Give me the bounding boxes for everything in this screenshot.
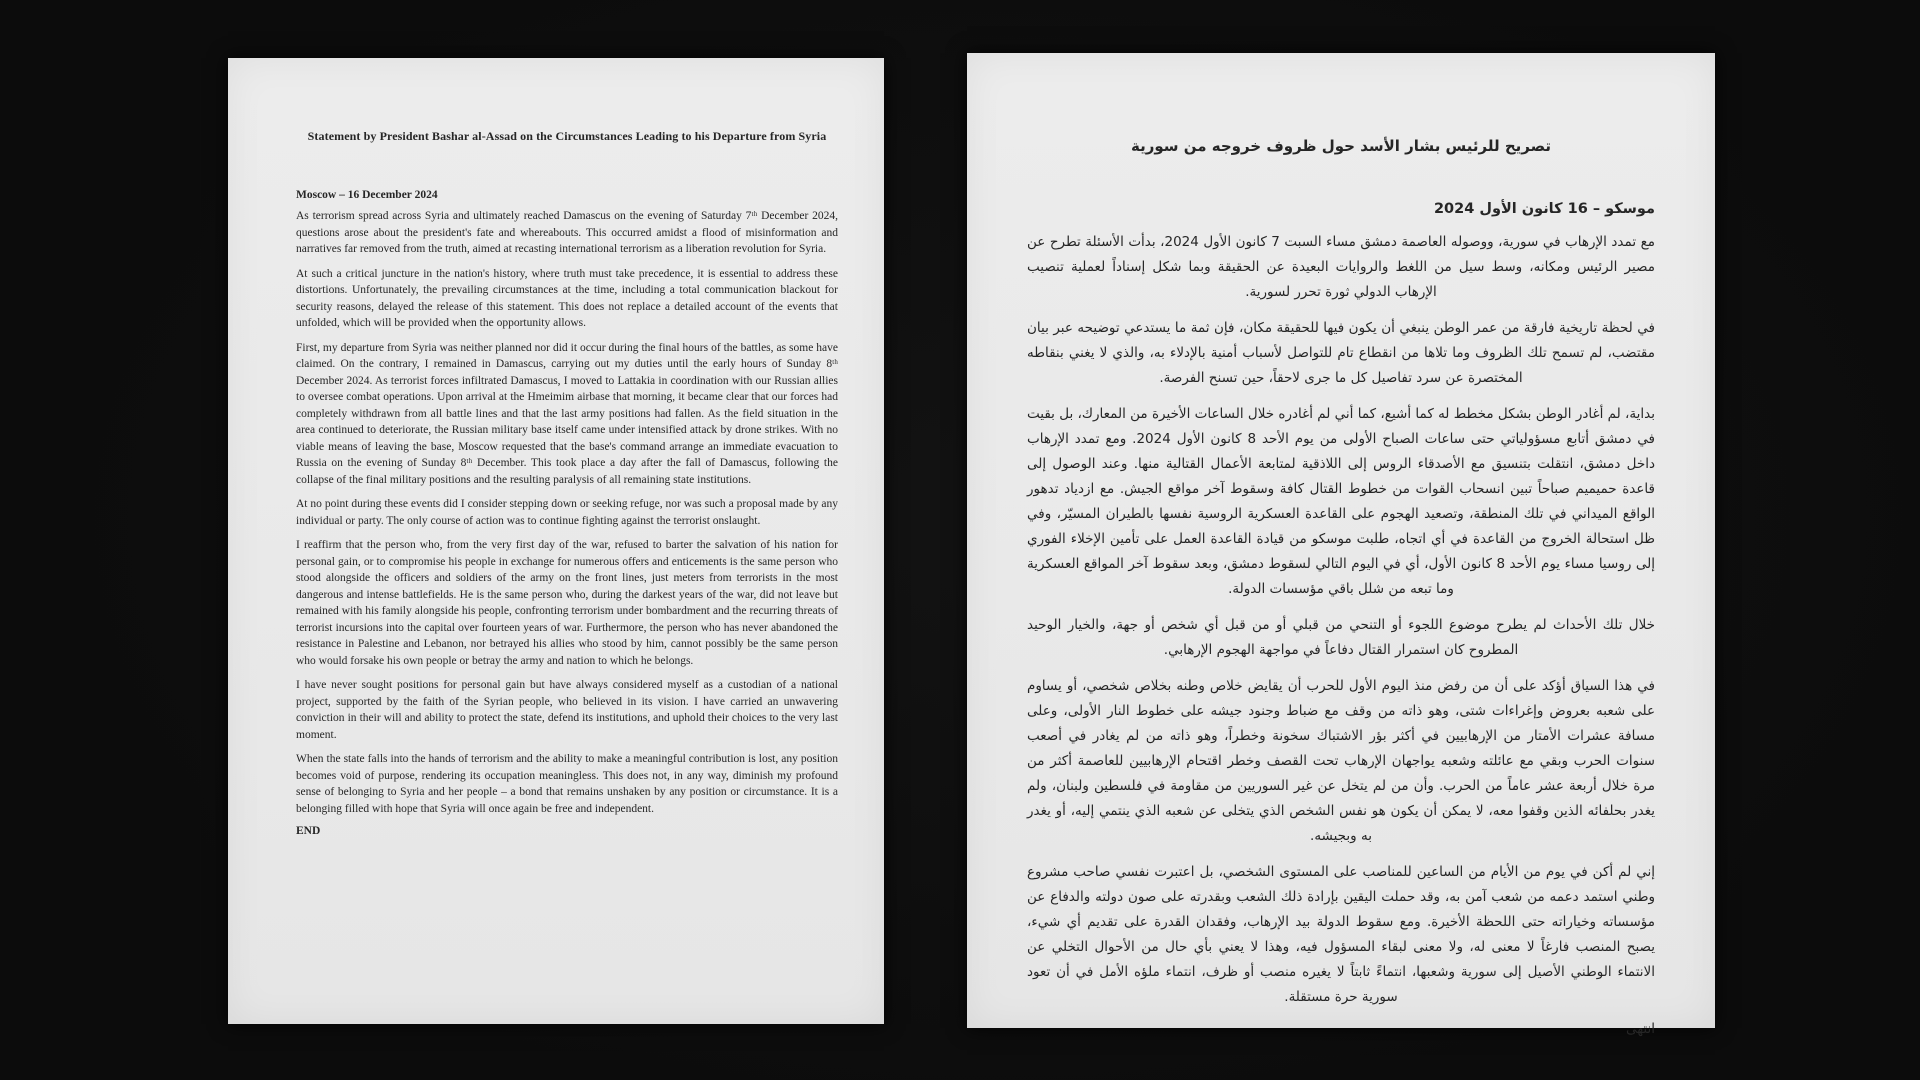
- paragraph: At no point during these events did I consider stepping down or seeking refuge, nor was such a proposal made by any individual or party. The only course of action was to continue fighting against the terrorist onslaught.: [296, 498, 838, 527]
- end-marker: END: [296, 825, 321, 837]
- paragraph: خلال تلك الأحداث لم يطرح موضوع اللجوء أو التنحي من قبلي أو من قبل أي شخص أو جهة، والخيار الوحيد المطروح كان استمرار القتال دفاعاً في مواجهة الهجوم الإرهابي.: [1027, 617, 1655, 658]
- page-title: تصريح للرئيس بشار الأسد حول ظروف خروجه من سورية: [1130, 137, 1551, 155]
- paragraph: I reaffirm that the person who, from the very first day of the war, refused to barter the salvation of his nation for personal gain, or to compromise his people in exchange for numerous offers and enticements is the same person who stood alongside the officers and soldiers of the army on the front lines, just meters from terrorists in the most dangerous and intense battlefields. He is the same person who, during the darkest years of the war, did not leave but remained with his family alongside his people, confronting terrorism under bombardment and the recurring threats of terrorist incursions into the capital over fourteen years of war. Furthermore, the person who has never abandoned the resistance in Palestine and Lebanon, nor betrayed his allies who stood by him, cannot possibly be the same person who would forsake his own people or betray the army and nation to which he belongs.: [296, 539, 838, 667]
- paragraph: First, my departure from Syria was neither planned nor did it occur during the final hours of the battles, as some have claimed. On the contrary, I remained in Damascus, carrying out my duties until the early hours of Sunday 8ᵗʰ December 2024. As terrorist forces infiltrated Damascus, I moved to Lattakia in coordination with our Russian allies to oversee combat operations. Upon arrival at the Hmeimim airbase that morning, it became clear that our forces had completely withdrawn from all battle lines and that the last army positions had fallen. As the field situation in the area continued to deteriorate, the Russian military base itself came under intensified attack by drone strikes. With no viable means of leaving the base, Moscow requested that the base's command arrange an immediate evacuation to Russia on the evening of Sunday 8ᵗʰ December. This took place a day after the fall of Damascus, following the collapse of the final military positions and the resulting paralysis of all remaining state institutions.: [296, 341, 838, 486]
- document-page-english: [228, 58, 884, 1024]
- paragraph: إني لم أكن في يوم من الأيام من الساعين للمناصب على المستوى الشخصي، بل اعتبرت نفسي صاحب مشروع وطني استمد دعمه من شعب آمن به، وقد حملت اليقين بإرادة ذلك الشعب وبقدرته على صون دولته والدفاع عن مؤسساته وخياراته حتى اللحظة الأخيرة. ومع سقوط الدولة بيد الإرهاب، وفقدان القدرة على تقديم أي شيء، يصبح المنصب فارغاً لا معنى له، ولا معنى لبقاء المسؤول فيه، وهذا لا يعني بأي حال من الأحوال التخلي عن الانتماء الوطني الأصيل إلى سورية وشعبها، انتماءً ثابتاً لا يغيره منصب أو ظرف، انتماء ملؤه الأمل في أن تعود سورية حرة مستقلة.: [1027, 864, 1655, 1005]
- paragraph: في لحظة تاريخية فارقة من عمر الوطن ينبغي أن يكون فيها للحقيقة مكان، فإن ثمة ما يستدعي توضيحه عبر بيان مقتضب، لم تسمح تلك الظروف وما تلاها من انقطاع تام للتواصل لأسباب أمنية بالإدلاء به، والذي لا يغني بنقاطه المختصرة عن سرد تفاصيل كل ما جرى لاحقاً، حين تسنح الفرصة.: [1027, 320, 1655, 386]
- document-body: [1027, 230, 1655, 1010]
- end-marker: انتهى: [1625, 1021, 1655, 1037]
- dateline: موسكو – 16 كانون الأول 2024: [1433, 201, 1655, 217]
- paragraph: I have never sought positions for personal gain but have always considered myself as a custodian of a national project, supported by the faith of the Syrian people, who believed in its vision. I have carried an unwavering conviction in their will and ability to protect the state, defend its institutions, and uphold their choices to the very last moment.: [296, 679, 838, 741]
- paragraph: مع تمدد الإرهاب في سورية، ووصوله العاصمة دمشق مساء السبت 7 كانون الأول 2024، بدأت الأسئلة تطرح عن مصير الرئيس ومكانه، وسط سيل من اللغط والروايات البعيدة عن الحقيقة وبما شكل إسناداً لعملية تنصيب الإرهاب الدولي ثورة تحرر لسورية.: [1027, 234, 1655, 300]
- document-page-arabic: [967, 53, 1715, 1037]
- page-title: Statement by President Bashar al-Assad on the Circumstances Leading to his Departure from Syria: [307, 129, 827, 143]
- paragraph: بداية، لم أغادر الوطن بشكل مخطط له كما أشيع، كما أني لم أغادره خلال الساعات الأخيرة من المعارك، بل بقيت في دمشق أتابع مسؤولياتي حتى ساعات الصباح الأولى من يوم الأحد 8 كانون الأول 2024. ومع تمدد الإرهاب داخل دمشق، انتقلت بتنسيق مع الأصدقاء الروس إلى اللاذقية لمتابعة الأعمال القتالية منها. وعند الوصول إلى قاعدة حميميم صباحاً تبين انسحاب القوات من خطوط القتال كافة وسقوط آخر مواقع الجيش. مع ازدياد تدهور الواقع الميداني في تلك المنطقة، وتصعيد الهجوم على القاعدة العسكرية الروسية نفسها بالطيران المسيّر، وفي ظل استحالة الخروج من القاعدة في أي اتجاه، طلبت موسكو من قيادة القاعدة العمل على تأمين الإخلاء الفوري إلى روسيا مساء يوم الأحد 8 كانون الأول، أي في اليوم التالي لسقوط دمشق، وبعد سقوط آخر المواقع العسكرية وما تبعه من شلل باقي مؤسسات الدولة.: [1027, 406, 1655, 597]
- paragraph: في هذا السياق أؤكد على أن من رفض منذ اليوم الأول للحرب أن يقايض خلاص وطنه بخلاص شخصي، أو يساوم على شعبه بعروض وإغراءات شتى، وهو ذاته من وقف مع ضباط وجنود جيشه على خطوط النار الأولى، وعلى مسافة عشرات الأمتار من الإرهابيين في أكثر بؤر الاشتباك سخونة وخطراً، وهو ذاته من لم يغادر في أصعب سنوات الحرب وبقي مع عائلته وشعبه يواجهان الإرهاب تحت القصف وخطر اقتحام الإرهابيين للعاصمة أكثر من مرة خلال أربعة عشر عاماً من الحرب. وأن من لم يتخل عن غير السوريين من مقاومة في فلسطين ولبنان، ولم يغدر بحلفائه الذين وقفوا معه، لا يمكن أن يكون هو نفس الشخص الذي يتخلى عن شعبه الذي ينتمي إليه، أو يغدر به وبجيشه.: [1027, 678, 1655, 844]
- document-body: [296, 208, 838, 817]
- paragraph: When the state falls into the hands of terrorism and the ability to make a meaningful contribution is lost, any position becomes void of purpose, rendering its occupation meaningless. This does not, in any way, diminish my profound sense of belonging to Syria and her people – a bond that remains unshaken by any position or circumstance. It is a belonging filled with hope that Syria will once again be free and independent.: [296, 753, 838, 815]
- paragraph: As terrorism spread across Syria and ultimately reached Damascus on the evening of Saturday 7ᵗʰ December 2024, questions arose about the president's fate and whereabouts. This occurred amidst a flood of misinformation and narratives far removed from the truth, aimed at recasting international terrorism as a liberation revolution for Syria.: [296, 210, 838, 255]
- dateline: Moscow – 16 December 2024: [296, 189, 438, 201]
- paragraph: At such a critical juncture in the nation's history, where truth must take precedence, it is essential to address these distortions. Unfortunately, the prevailing circumstances at the time, including a total communication blackout for security reasons, delayed the release of this statement. This does not replace a detailed account of the events that unfolded, which will be provided when the opportunity allows.: [296, 267, 838, 329]
